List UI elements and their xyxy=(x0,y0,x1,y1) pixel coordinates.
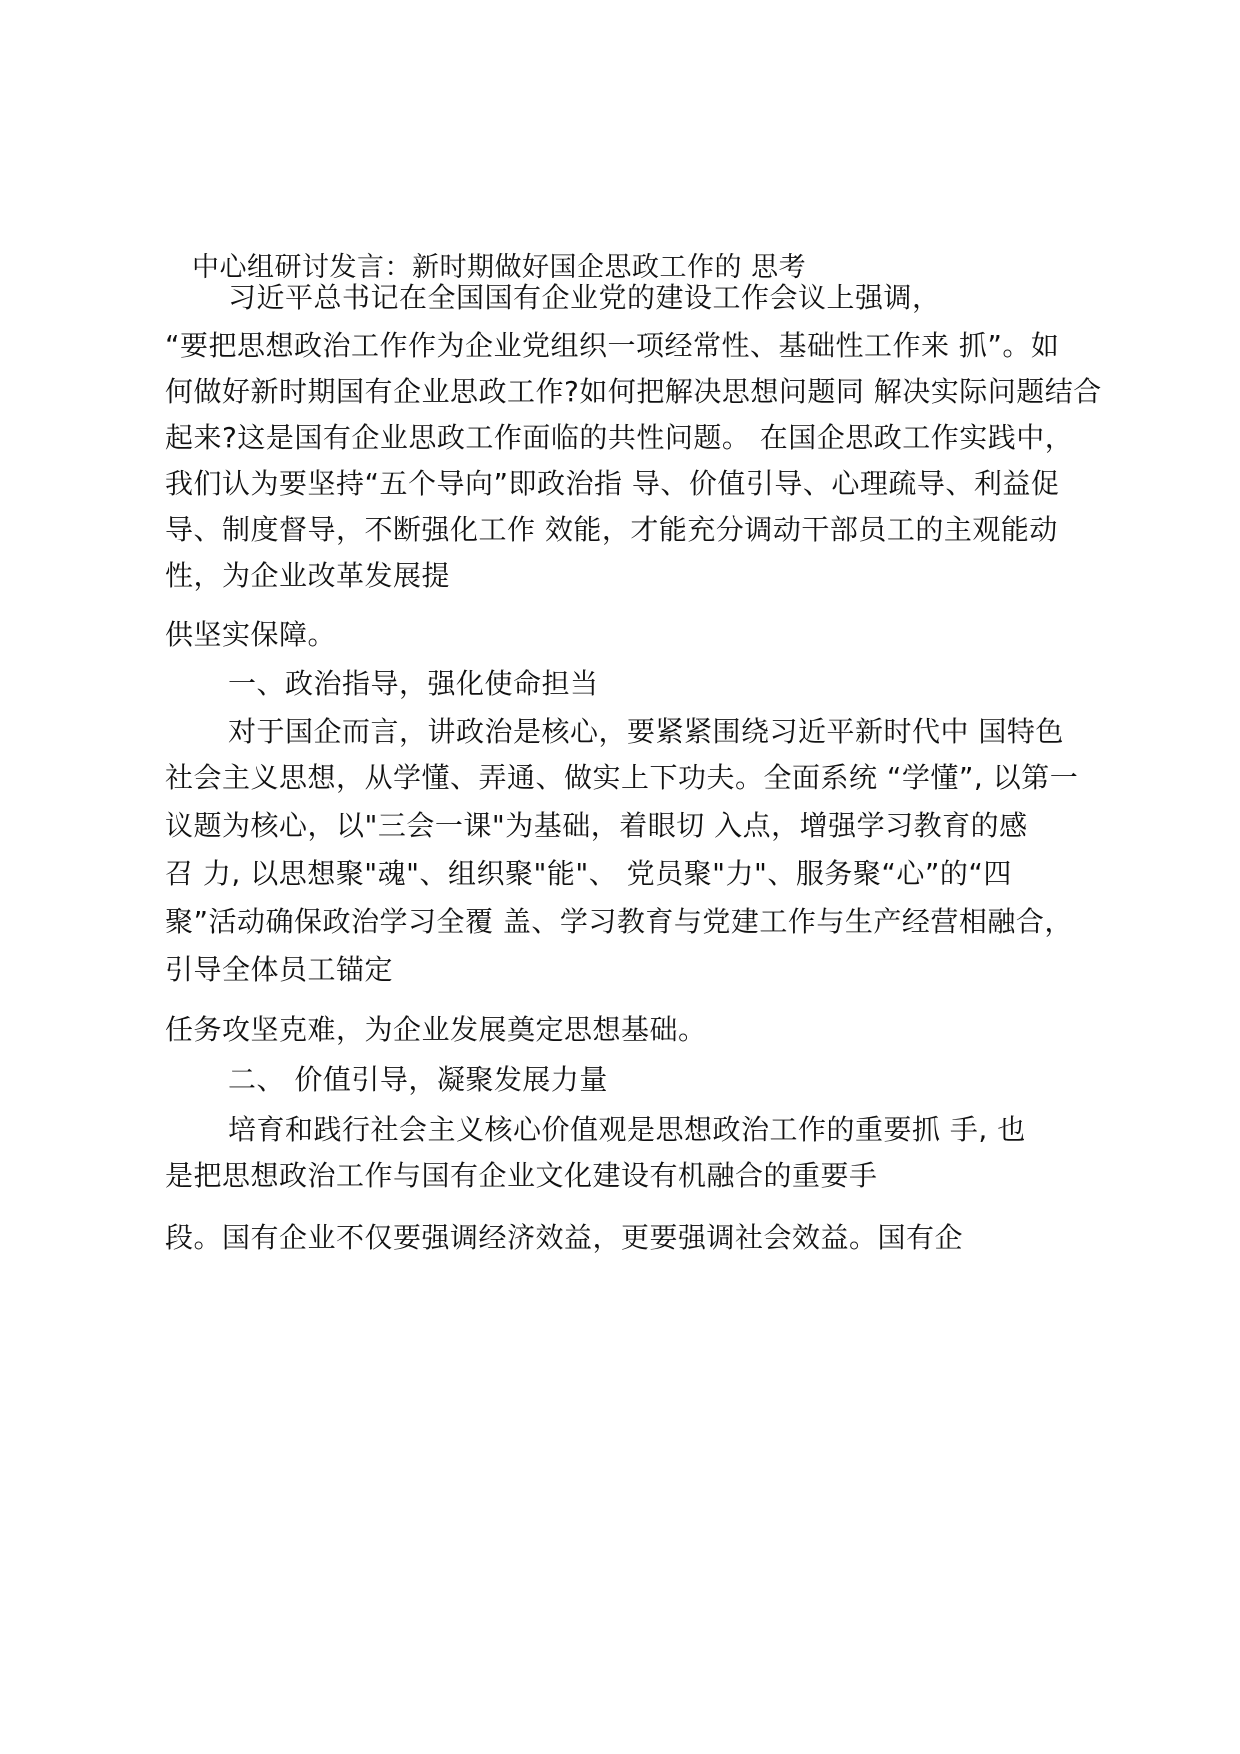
paragraph-line: 社会主义思想，从学懂、弄通、做实上下功夫。全面系统 “学懂”, 以第一 xyxy=(165,761,1079,794)
paragraph-line: 何做好新时期国有企业思政工作?如何把解决思想问题同 解决实际问题结合 xyxy=(165,375,1102,408)
paragraph-line: 导、制度督导，不断强化工作 效能，才能充分调动干部员工的主观能动 xyxy=(165,513,1058,546)
paragraph-line: 任务攻坚克难，为企业发展奠定思想基础。 xyxy=(165,1013,707,1046)
paragraph-line: 我们认为要坚持“五个导向”即政治指 导、价值引导、心理疏导、利益促 xyxy=(165,467,1060,500)
paragraph-line: 培育和践行社会主义核心价值观是思想政治工作的重要抓 手, 也 xyxy=(228,1113,1026,1146)
paragraph-line: 引导全体员工锚定 xyxy=(165,953,394,986)
paragraph-line: 召 力, 以思想聚"魂"、组织聚"能"、 党员聚"力"、服务聚“心”的“四 xyxy=(165,857,1012,890)
paragraph-line: 是把思想政治工作与国有企业文化建设有机融合的重要手 xyxy=(165,1159,878,1192)
paragraph-line: 习近平总书记在全国国有企业党的建设工作会议上强调， xyxy=(228,281,941,314)
paragraph-line: 议题为核心，以"三会一课"为基础，着眼切 入点，增强学习教育的感 xyxy=(165,809,1028,842)
section-heading: 二、 价值引导，凝聚发展力量 xyxy=(228,1063,608,1096)
section-heading: 一、政治指导，强化使命担当 xyxy=(228,667,599,700)
paragraph-line: 性，为企业改革发展提 xyxy=(165,559,451,592)
paragraph-line: 起来?这是国有企业思政工作面临的共性问题。 在国企思政工作实践中， xyxy=(165,421,1074,454)
paragraph-line: 聚”活动确保政治学习全覆 盖、学习教育与党建工作与生产经营相融合， xyxy=(165,905,1073,938)
document-title: 中心组研讨发言：新时期做好国企思政工作的 思考 xyxy=(192,252,807,283)
paragraph-line: 对于国企而言，讲政治是核心，要紧紧围绕习近平新时代中 国特色 xyxy=(228,715,1064,748)
paragraph-line: “要把思想政治工作作为企业党组织一项经常性、基础性工作来 抓”。如 xyxy=(165,329,1060,362)
paragraph-line: 段。国有企业不仅要强调经济效益，更要强调社会效益。国有企 xyxy=(165,1221,964,1254)
paragraph-line: 供坚实保障。 xyxy=(165,618,337,651)
